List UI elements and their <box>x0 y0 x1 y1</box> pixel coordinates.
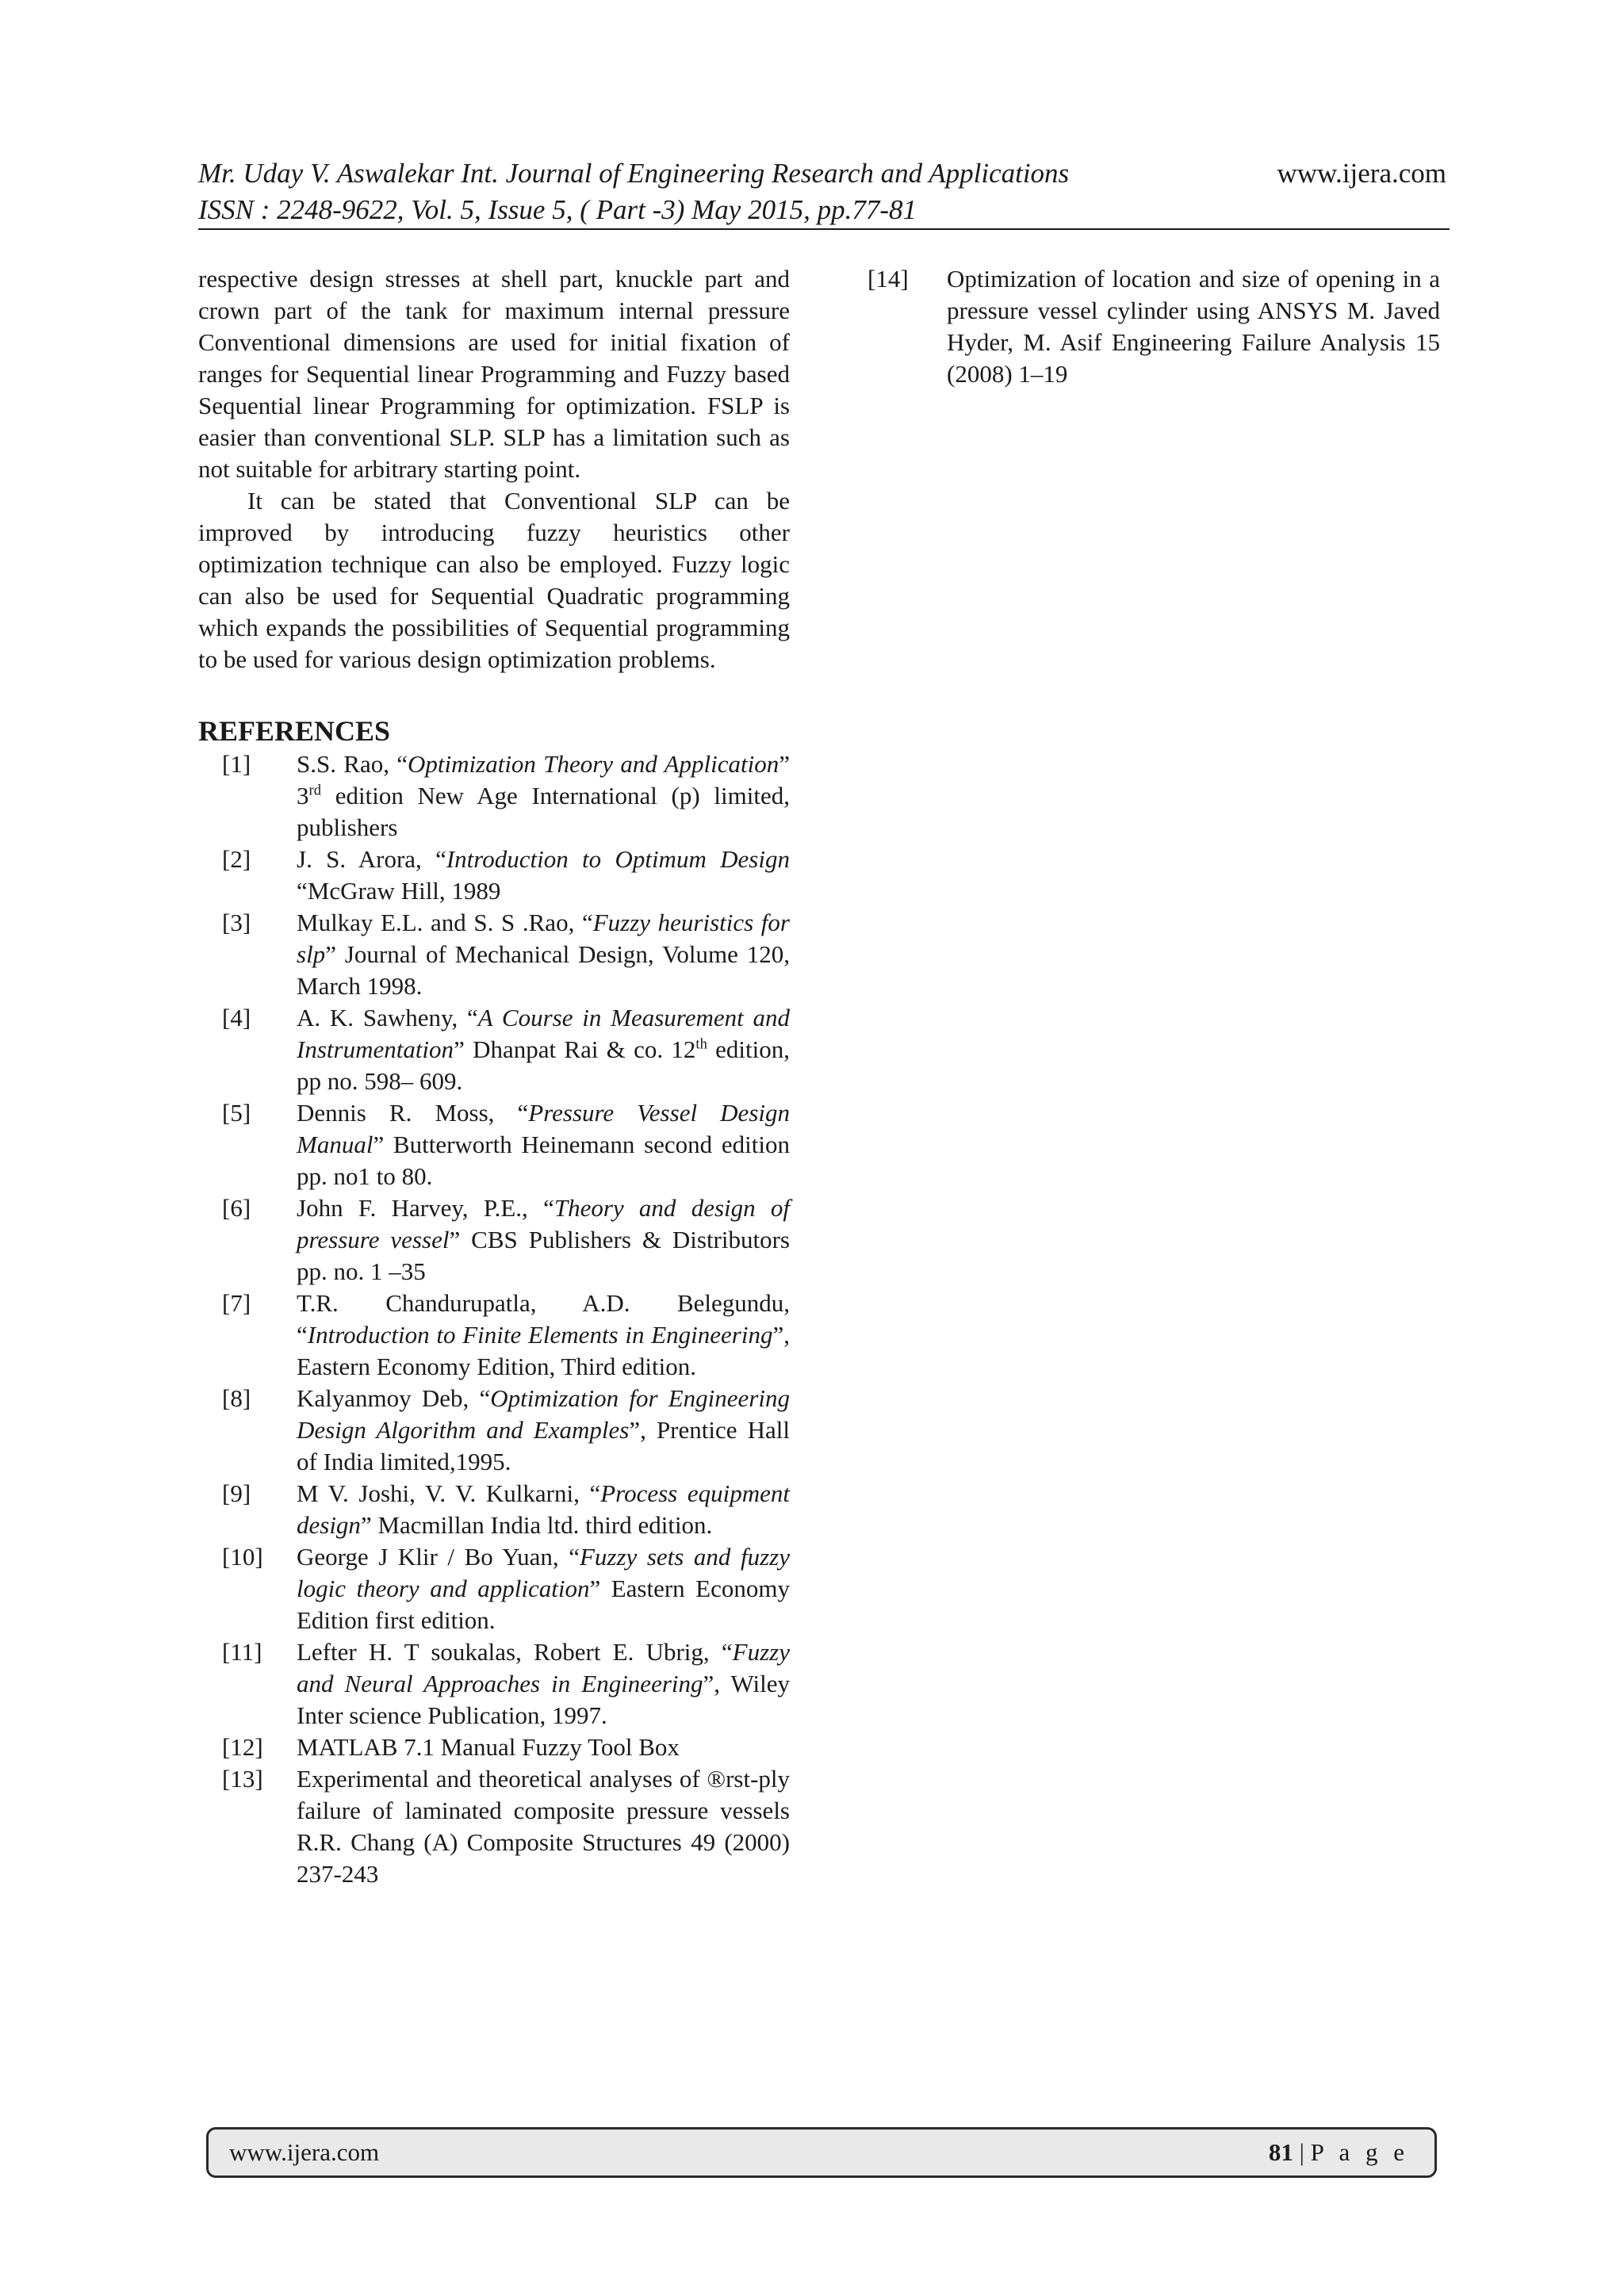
reference-text <box>297 1383 790 1478</box>
reference-item <box>198 1288 790 1383</box>
page-footer <box>206 2127 1437 2178</box>
reference-title: Optimization Theory and Application <box>408 750 779 778</box>
reference-number: [8] <box>222 1384 251 1412</box>
reference-post: edition New Age International (p) limited, publishers <box>297 782 790 841</box>
reference-pre: Lefter H. T soukalas, Robert E. Ubrig, “ <box>297 1638 733 1666</box>
reference-item <box>198 1763 790 1890</box>
references-heading: REFERENCES <box>198 715 391 747</box>
page-number: 81 <box>1268 2138 1293 2166</box>
reference-pre: M V. Joshi, V. V. Kulkarni, “ <box>297 1479 601 1507</box>
reference-title: Process equipment design <box>297 1479 790 1539</box>
reference-number: [5] <box>222 1099 251 1127</box>
reference-text <box>297 1478 790 1541</box>
reference-mid: ” 3 <box>297 750 790 809</box>
reference-text <box>297 1002 790 1097</box>
reference-item <box>198 1002 790 1097</box>
left-column <box>198 263 790 1890</box>
header-url: www.ijera.com <box>1277 158 1446 189</box>
reference-number: [13] <box>222 1765 263 1793</box>
reference-pre: T.R. Chandurupatla, A.D. Belegundu, “ <box>297 1289 790 1349</box>
reference-title: Introduction to Finite Elements in Engineering <box>307 1321 773 1349</box>
reference-title: Optimization for Engineering Design Algorithm and Examples <box>297 1384 790 1444</box>
header-line-2 <box>198 192 1446 228</box>
reference-title: Theory and design of pressure vessel <box>297 1194 790 1253</box>
reference-text <box>297 907 790 1002</box>
reference-number: [11] <box>222 1638 262 1666</box>
reference-item <box>198 1636 790 1732</box>
reference-pre: Optimization of location and size of opening in a pressure vessel cylinder using ANSYS M. Javed Hyder, M. Asif Engineering Failure Analysis 15 (2008) 1–19 <box>947 265 1440 388</box>
reference-pre: Dennis R. Moss, “ <box>297 1099 529 1127</box>
reference-title: Fuzzy heuristics for slp <box>297 909 790 968</box>
reference-text <box>297 1288 790 1383</box>
reference-text <box>297 1636 790 1732</box>
reference-post: ” CBS Publishers & Distributors pp. no. 1 –35 <box>297 1226 790 1285</box>
reference-title: A Course in Measurement and Instrumentation <box>297 1004 790 1063</box>
reference-number: [6] <box>222 1194 251 1222</box>
reference-text <box>297 1763 790 1890</box>
reference-post: “McGraw Hill, 1989 <box>297 877 501 905</box>
reference-number: [1] <box>222 750 251 778</box>
reference-title: Fuzzy and Neural Approaches in Engineering <box>297 1638 790 1697</box>
reference-number: [2] <box>222 845 251 873</box>
reference-text <box>297 748 790 844</box>
reference-number: [9] <box>222 1479 251 1507</box>
reference-item <box>198 1541 790 1636</box>
reference-pre: Experimental and theoretical analyses of ®rst-ply failure of laminated composite pressure vessels R.R. Chang (A) Composite Structures 49 (2000) 237-243 <box>297 1765 790 1888</box>
body-paragraph-2: It can be stated that Conventional SLP can be improved by introducing fuzzy heuristics other optimization technique can also be employed. Fuzzy logic can also be used for Sequential Quadratic programming which expands the possibilities of Sequential programming to be used for various design optimization problems. <box>198 487 790 673</box>
reference-number: [12] <box>222 1733 263 1761</box>
reference-number: [7] <box>222 1289 251 1317</box>
reference-title: Fuzzy sets and fuzzy logic theory and application <box>297 1543 791 1602</box>
reference-number: [3] <box>222 909 251 936</box>
reference-list-left <box>198 748 790 1890</box>
reference-title: Pressure Vessel Design Manual <box>297 1099 790 1158</box>
reference-text <box>297 1541 790 1636</box>
reference-post: ”, Eastern Economy Edition, Third edition. <box>297 1321 790 1380</box>
reference-number: [4] <box>222 1004 251 1031</box>
reference-item <box>198 1097 790 1192</box>
reference-post2: edition, pp no. 598– 609. <box>297 1035 790 1095</box>
reference-item <box>198 844 790 907</box>
reference-pre: J. S. Arora, “ <box>297 845 446 873</box>
page-separator: | <box>1293 2138 1311 2166</box>
reference-post: ” Butterworth Heinemann second edition pp. no1 to 80. <box>297 1131 790 1190</box>
reference-post: ”, Prentice Hall of India limited,1995. <box>297 1416 790 1475</box>
reference-pre: George J Klir / Bo Yuan, “ <box>297 1543 580 1571</box>
page-word: P a g e <box>1310 2138 1409 2166</box>
reference-text <box>947 263 1440 390</box>
reference-pre: John F. Harvey, P.E., “ <box>297 1194 554 1222</box>
reference-post: ” Dhanpat Rai & co. 12 <box>454 1035 696 1063</box>
body-paragraph-1: respective design stresses at shell part, knuckle part and crown part of the tank for maximum internal pressure Conventional dimensions are used for initial fixation of ranges for Sequential linear Programming and Fuzzy based Sequential linear Programming for optimization. FSLP is easier than conventional SLP. SLP has a limitation such as not suitable for arbitrary starting point. <box>198 265 790 483</box>
reference-list-right <box>868 263 1440 390</box>
footer-url: www.ijera.com <box>229 2138 380 2166</box>
reference-sup: th <box>695 1035 707 1053</box>
reference-post: ” Journal of Mechanical Design, Volume 120, March 1998. <box>297 940 790 1000</box>
footer-page <box>1269 2138 1409 2167</box>
reference-sup: rd <box>308 782 321 799</box>
reference-pre: Mulkay E.L. and S. S .Rao, “ <box>297 909 593 936</box>
reference-item <box>198 907 790 1002</box>
reference-number: [14] <box>868 265 909 293</box>
reference-post: ” Macmillan India ltd. third edition. <box>360 1511 713 1539</box>
reference-item <box>198 1192 790 1288</box>
reference-text <box>297 1192 790 1288</box>
reference-post: ”, Wiley Inter science Publication, 1997. <box>297 1670 791 1729</box>
reference-item <box>868 263 1440 390</box>
reference-title: Introduction to Optimum Design <box>446 845 790 873</box>
reference-item <box>198 1478 790 1541</box>
reference-item <box>198 1383 790 1478</box>
reference-item <box>198 748 790 844</box>
header-issn: ISSN : 2248-9622, Vol. 5, Issue 5, ( Part -3) May 2015, pp.77-81 <box>198 194 917 225</box>
reference-pre: A. K. Sawheny, “ <box>297 1004 478 1031</box>
running-header <box>198 155 1446 228</box>
header-rule <box>198 228 1450 230</box>
reference-item <box>198 1732 790 1763</box>
reference-pre: Kalyanmoy Deb, “ <box>297 1384 491 1412</box>
right-column <box>868 263 1440 390</box>
header-line-1 <box>198 155 1446 192</box>
header-journal: Mr. Uday V. Aswalekar Int. Journal of Engineering Research and Applications <box>198 158 1070 189</box>
reference-text <box>297 1732 790 1763</box>
reference-number: [10] <box>222 1543 263 1571</box>
reference-post: ” Eastern Economy Edition first edition. <box>297 1575 790 1634</box>
reference-text <box>297 844 790 907</box>
reference-text <box>297 1097 790 1192</box>
reference-pre: S.S. Rao, “ <box>297 750 408 778</box>
reference-pre: MATLAB 7.1 Manual Fuzzy Tool Box <box>297 1733 680 1761</box>
